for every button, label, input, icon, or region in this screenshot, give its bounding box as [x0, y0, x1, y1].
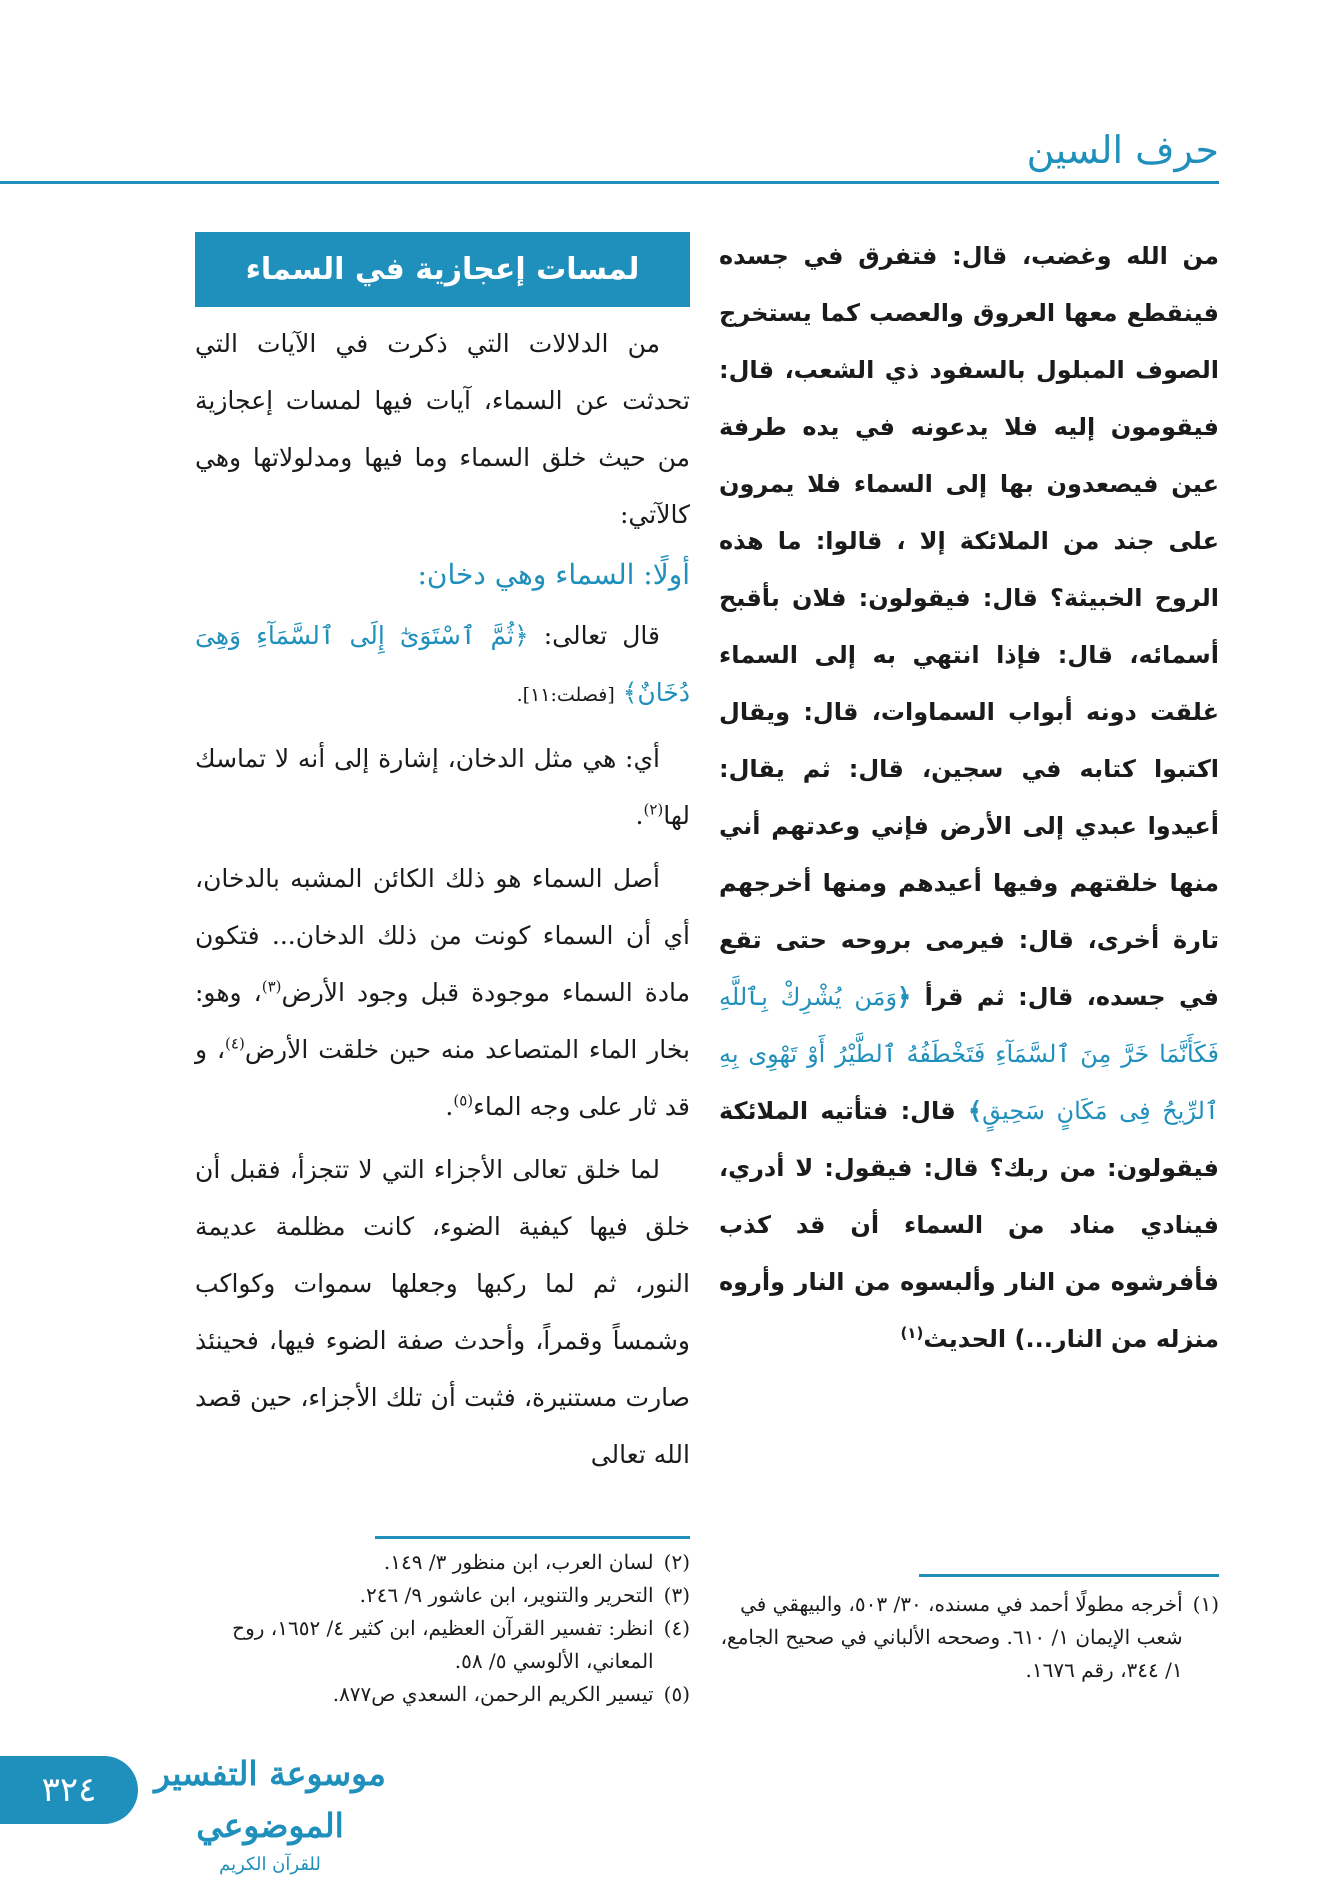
hadith-text-before: من الله وغضب، قال: فتفرق في جسده فينقطع معها العروق والعصب كما يستخرج الصوف المبلول بالسفود ذي الشعب، قال: فيقومون إليه فلا يدعونه في يده طرفة عين فيصعدون بها إلى السماء فلا يمرون على جند من الملائكة إلا ، قالوا: ما هذه الروح الخبيثة؟ قال: فيقولون: فلان بأقبح أسمائه، قال: فإذا انتهي به إلى السماء غلقت دونه أبواب السماوات، قال: ويقال اكتبوا كتابه في سجين، قال: ثم يقال: أعيدوا عبدي إلى الأرض فإني وعدتهم أني منها خلقتهم وفيها أعيدهم ومنها أخرجهم تارة أخرى، قال: فيرمى بروحه حتى تقع في جسده، قال: ثم قرأ [719, 242, 1220, 1011]
footnote-number: (٢) [663, 1550, 690, 1574]
page-header-title: حرف السين [1026, 128, 1219, 172]
quran-reference: [فصلت:١١]. [516, 684, 615, 706]
encyclopedia-logo [150, 1748, 390, 1875]
footnote-ref-2[interactable]: (٢) [643, 800, 664, 819]
footnote-5 [195, 1678, 690, 1711]
logo-subtitle: للقرآن الكريم [219, 1854, 321, 1875]
origin-text-c: ، و قد ثار على وجه الماء [195, 1035, 690, 1121]
intro-paragraph: من الدلالات التي ذكرت في الآيات التي تحدثت عن السماء، آيات فيها لمسات إعجازية من حيث خلق السماء وما فيها ومدلولاتها وهي كالآتي: [195, 329, 690, 529]
left-column [195, 232, 690, 1483]
footnotes-left [195, 1546, 690, 1711]
quran-verse: وَمَن يُشْرِكْ بِٱللَّهِ فَكَأَنَّمَا خَرَّ مِنَ ٱلسَّمَآءِ فَتَخْطَفُهُ ٱلطَّيْرُ أَوْ تَهْوِى بِهِ ٱلرِّيحُ فِى مَكَانٍ سَحِيقٍ [719, 983, 1219, 1125]
footnote-number: (١) [1192, 1592, 1219, 1616]
footnote-text: انظر: تفسير القرآن العظيم، ابن كثير ٤/ ١٦٥٢، روح المعاني، الألوسي ٥/ ٥٨. [232, 1616, 654, 1673]
footnote-ref-5[interactable]: (٥) [453, 1091, 474, 1110]
footnote-ref-3[interactable]: (٣) [261, 977, 282, 996]
footnote-text: لسان العرب، ابن منظور ٣/ ١٤٩. [383, 1550, 654, 1574]
footnotes-right [719, 1588, 1219, 1687]
footnote-text: أخرجه مطولًا أحمد في مسنده، ٣٠/ ٥٠٣، والبيهقي في شعب الإيمان ١/ ٦١٠. وصححه الألباني في صحيح الجامع، ١/ ٣٤٤، رقم ١٦٧٦. [720, 1592, 1183, 1682]
footnote-divider-right [919, 1574, 1219, 1577]
hadith-paragraph [719, 228, 1219, 1368]
footnote-2 [195, 1546, 690, 1579]
right-column [719, 228, 1219, 1368]
footnote-number: (٣) [663, 1583, 690, 1607]
origin-text-b: ، وهو: بخار الماء المتصاعد منه حين خلقت الأرض [195, 978, 690, 1064]
page-number: ٣٢٤ [41, 1770, 97, 1810]
section-title: لمسات إعجازية في السماء [245, 252, 640, 287]
subheading-first: أولًا: السماء وهي دخان: [417, 558, 690, 591]
verse-paragraph [195, 607, 690, 724]
footnote-ref-1[interactable]: (١) [900, 1324, 924, 1342]
quote-intro: قال تعالى: [543, 621, 660, 650]
footnote-4 [195, 1612, 690, 1678]
logo-title: موسوعة التفسير الموضوعي [154, 1754, 386, 1845]
footnote-number: (٥) [663, 1682, 690, 1706]
explanation-paragraph [195, 730, 690, 844]
quran-bracket-open: ﴿ [514, 621, 529, 650]
footnote-1 [719, 1588, 1219, 1687]
quran-bracket-close: ﴾ [968, 1097, 983, 1125]
origin-end: . [445, 1092, 454, 1121]
explanation-end: . [635, 801, 644, 830]
footnote-number: (٤) [663, 1616, 690, 1640]
footnote-divider-left [375, 1536, 690, 1539]
header-divider [0, 181, 1219, 184]
quran-bracket-open: ﴿ [897, 983, 912, 1011]
origin-text-a: أصل السماء هو ذلك الكائن المشبه بالدخان، أي أن السماء كونت من ذلك الدخان... فتكون مادة السماء موجودة قبل وجود الأرض [195, 864, 690, 1007]
explanation-text: أي: هي مثل الدخان، إشارة إلى أنه لا تماسك لها [195, 744, 690, 830]
footnote-3 [195, 1579, 690, 1612]
section-title-box [195, 232, 690, 307]
creation-paragraph: لما خلق تعالى الأجزاء التي لا تتجزأ، فقبل أن خلق فيها كيفية الضوء، كانت مظلمة عديمة النور، ثم لما ركبها وجعلها سموات وكواكب وشمساً وقمراً، وأحدث صفة الضوء فيها، فحينئذ صارت مستنيرة، فثبت أن تلك الأجزاء، حين قصد الله تعالى [195, 1155, 690, 1469]
origin-paragraph [195, 850, 690, 1135]
quran-verse: ثُمَّ ٱسْتَوَىٰٓ إِلَى ٱلسَّمَآءِ وَهِىَ دُخَانٌ [195, 621, 690, 707]
footnote-text: التحرير والتنوير، ابن عاشور ٩/ ٢٤٦. [359, 1583, 654, 1607]
footnote-ref-4[interactable]: (٤) [225, 1034, 245, 1053]
page-number-badge [0, 1756, 138, 1824]
footnote-text: تيسير الكريم الرحمن، السعدي ص٨٧٧. [332, 1682, 654, 1706]
hadith-text-after: قال: فتأتيه الملائكة فيقولون: من ربك؟ قال: فيقول: لا أدري، فينادي مناد من السماء أن قد كذب فأفرشوه من النار وألبسوه من النار وأروه منزله من النار...) الحديث [719, 1097, 1219, 1353]
quran-bracket-close: ﴾ [622, 678, 638, 707]
